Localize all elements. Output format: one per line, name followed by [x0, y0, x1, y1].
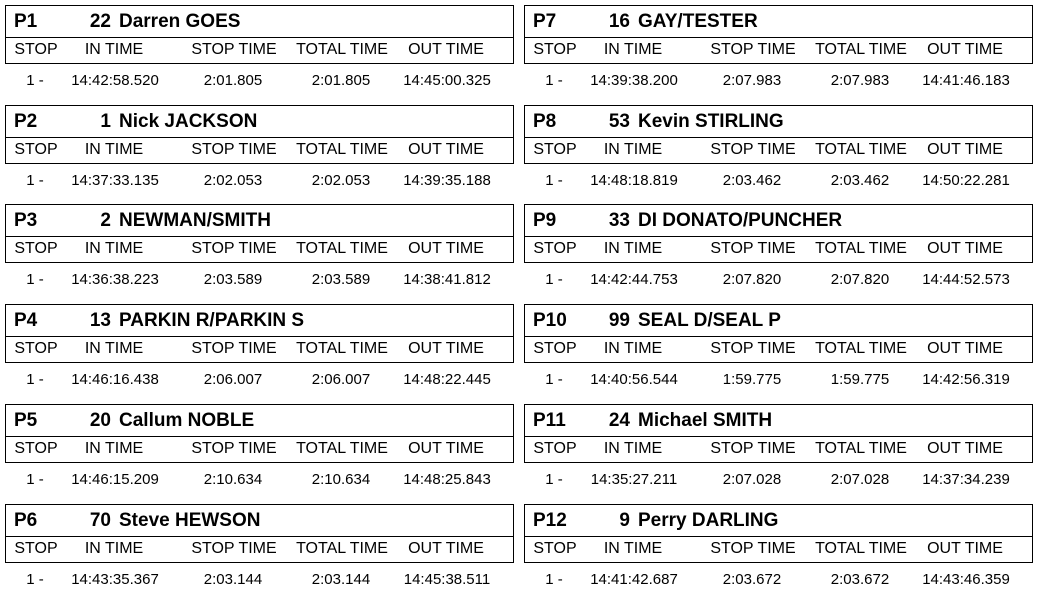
position-label: P10: [533, 310, 567, 331]
card-header: [524, 204, 1033, 237]
column-header-total-time: TOTAL TIME: [815, 540, 907, 557]
pit-stop-card: [5, 504, 514, 595]
column-header-stop-time: STOP TIME: [191, 440, 277, 457]
pit-stop-card: [524, 204, 1033, 295]
driver-name: Kevin STIRLING: [638, 111, 784, 132]
in-time-value: 14:46:15.209: [71, 471, 159, 488]
driver-name: DI DONATO/PUNCHER: [638, 210, 843, 231]
column-header-out-time: OUT TIME: [408, 340, 484, 357]
total-time-value: 2:01.805: [311, 72, 371, 89]
car-number: 1: [100, 111, 111, 132]
pit-stop-card: [5, 404, 514, 495]
position-label: P2: [14, 111, 38, 132]
in-time-value: 14:48:18.819: [590, 172, 678, 189]
column-header-stop: STOP: [14, 340, 58, 357]
stop-time-value: 2:10.634: [203, 471, 263, 488]
card-header: [524, 5, 1033, 38]
stop-time-value: 2:03.672: [722, 571, 782, 588]
card-header: [5, 404, 514, 437]
column-header-out-time: OUT TIME: [408, 440, 484, 457]
column-header-out-time: OUT TIME: [927, 540, 1003, 557]
stop-row: [5, 463, 514, 495]
column-header-out-time: OUT TIME: [927, 240, 1003, 257]
total-time-value: 2:07.820: [830, 271, 890, 288]
out-time-value: 14:44:52.573: [922, 271, 1010, 288]
column-header-stop: STOP: [533, 240, 577, 257]
column-header-out-time: OUT TIME: [408, 141, 484, 158]
column-header-stop-time: STOP TIME: [710, 141, 796, 158]
driver-name: NEWMAN/SMITH: [119, 210, 271, 231]
stop-number: 1 -: [26, 172, 44, 189]
car-number: 99: [608, 310, 630, 331]
column-header-stop-time: STOP TIME: [710, 440, 796, 457]
stop-time-value: 1:59.775: [722, 371, 782, 388]
position-label: P9: [533, 210, 557, 231]
column-header-row: [5, 138, 514, 164]
position-label: P1: [14, 11, 38, 32]
column-header-total-time: TOTAL TIME: [296, 440, 388, 457]
stop-time-value: 2:03.144: [203, 571, 263, 588]
card-header: [5, 105, 514, 138]
pit-stop-card: [5, 5, 514, 96]
stop-number: 1 -: [26, 72, 44, 89]
out-time-value: 14:38:41.812: [403, 271, 491, 288]
card-header: [5, 204, 514, 237]
car-number: 20: [89, 410, 111, 431]
column-header-total-time: TOTAL TIME: [815, 240, 907, 257]
stop-number: 1 -: [26, 471, 44, 488]
total-time-value: 2:03.144: [311, 571, 371, 588]
column-header-out-time: OUT TIME: [408, 240, 484, 257]
position-label: P5: [14, 410, 38, 431]
column-header-in-time: IN TIME: [603, 440, 663, 457]
stop-number: 1 -: [545, 471, 563, 488]
in-time-value: 14:41:42.687: [590, 571, 678, 588]
stop-time-value: 2:03.589: [203, 271, 263, 288]
stop-row: [524, 263, 1033, 295]
in-time-value: 14:43:35.367: [71, 571, 159, 588]
car-number: 70: [89, 510, 111, 531]
column-header-out-time: OUT TIME: [927, 41, 1003, 58]
column-header-total-time: TOTAL TIME: [815, 141, 907, 158]
stop-number: 1 -: [545, 72, 563, 89]
stop-row: [524, 363, 1033, 395]
in-time-value: 14:36:38.223: [71, 271, 159, 288]
column-header-row: [524, 237, 1033, 263]
pit-stop-card: [524, 504, 1033, 595]
stop-row: [5, 563, 514, 595]
stop-row: [524, 64, 1033, 96]
column-header-stop-time: STOP TIME: [191, 41, 277, 58]
column-header-in-time: IN TIME: [84, 540, 144, 557]
column-header-stop: STOP: [533, 41, 577, 58]
pit-stop-card: [524, 404, 1033, 495]
stop-time-value: 2:07.820: [722, 271, 782, 288]
column-header-stop: STOP: [14, 440, 58, 457]
stop-row: [5, 363, 514, 395]
stop-time-value: 2:06.007: [203, 371, 263, 388]
column-header-row: [524, 537, 1033, 563]
driver-name: Perry DARLING: [638, 510, 779, 531]
column-header-stop-time: STOP TIME: [191, 141, 277, 158]
stop-number: 1 -: [26, 371, 44, 388]
column-header-out-time: OUT TIME: [408, 41, 484, 58]
column-header-in-time: IN TIME: [603, 540, 663, 557]
column-header-stop-time: STOP TIME: [710, 240, 796, 257]
column-header-stop: STOP: [14, 240, 58, 257]
column-header-stop: STOP: [533, 141, 577, 158]
total-time-value: 2:07.983: [830, 72, 890, 89]
column-header-total-time: TOTAL TIME: [815, 440, 907, 457]
column-header-stop-time: STOP TIME: [710, 340, 796, 357]
column-header-out-time: OUT TIME: [927, 440, 1003, 457]
out-time-value: 14:37:34.239: [922, 471, 1010, 488]
card-header: [524, 304, 1033, 337]
position-label: P3: [14, 210, 38, 231]
position-label: P11: [533, 410, 566, 431]
card-header: [524, 105, 1033, 138]
column-header-stop-time: STOP TIME: [710, 41, 796, 58]
column-header-in-time: IN TIME: [603, 340, 663, 357]
stop-row: [5, 164, 514, 196]
stop-time-value: 2:01.805: [203, 72, 263, 89]
in-time-value: 14:40:56.544: [590, 371, 678, 388]
driver-name: Darren GOES: [119, 11, 241, 32]
driver-name: Nick JACKSON: [119, 111, 258, 132]
in-time-value: 14:46:16.438: [71, 371, 159, 388]
card-header: [5, 504, 514, 537]
car-number: 22: [89, 11, 111, 32]
out-time-value: 14:41:46.183: [922, 72, 1010, 89]
out-time-value: 14:39:35.188: [403, 172, 491, 189]
column-header-stop: STOP: [533, 440, 577, 457]
position-label: P4: [14, 310, 38, 331]
column-header-in-time: IN TIME: [84, 340, 144, 357]
column-header-total-time: TOTAL TIME: [296, 141, 388, 158]
position-label: P6: [14, 510, 38, 531]
pit-stop-card: [5, 105, 514, 196]
total-time-value: 1:59.775: [830, 371, 890, 388]
total-time-value: 2:03.589: [311, 271, 371, 288]
total-time-value: 2:07.028: [830, 471, 890, 488]
column-header-stop-time: STOP TIME: [191, 340, 277, 357]
column-header-row: [524, 337, 1033, 363]
column-header-row: [524, 38, 1033, 64]
column-header-stop: STOP: [14, 41, 58, 58]
out-time-value: 14:45:00.325: [403, 72, 491, 89]
column-header-in-time: IN TIME: [84, 41, 144, 58]
stop-number: 1 -: [26, 571, 44, 588]
car-number: 24: [608, 410, 630, 431]
total-time-value: 2:06.007: [311, 371, 371, 388]
in-time-value: 14:37:33.135: [71, 172, 159, 189]
stop-number: 1 -: [545, 271, 563, 288]
stop-number: 1 -: [26, 271, 44, 288]
column-header-row: [524, 437, 1033, 463]
total-time-value: 2:10.634: [311, 471, 371, 488]
column-header-row: [5, 237, 514, 263]
column-header-in-time: IN TIME: [603, 141, 663, 158]
column-header-total-time: TOTAL TIME: [296, 540, 388, 557]
column-header-out-time: OUT TIME: [927, 141, 1003, 158]
stop-row: [524, 563, 1033, 595]
column-header-stop-time: STOP TIME: [710, 540, 796, 557]
stop-number: 1 -: [545, 571, 563, 588]
car-number: 16: [608, 11, 630, 32]
column-header-stop-time: STOP TIME: [191, 540, 277, 557]
column-header-in-time: IN TIME: [84, 141, 144, 158]
in-time-value: 14:39:38.200: [590, 72, 678, 89]
column-header-row: [5, 337, 514, 363]
column-header-stop: STOP: [14, 540, 58, 557]
out-time-value: 14:48:25.843: [403, 471, 491, 488]
position-label: P7: [533, 11, 557, 32]
driver-name: Michael SMITH: [638, 410, 773, 431]
column-header-row: [5, 437, 514, 463]
stop-time-value: 2:02.053: [203, 172, 263, 189]
column-header-in-time: IN TIME: [603, 41, 663, 58]
column-header-total-time: TOTAL TIME: [296, 340, 388, 357]
column-header-total-time: TOTAL TIME: [296, 240, 388, 257]
column-header-in-time: IN TIME: [84, 440, 144, 457]
driver-name: SEAL D/SEAL P: [638, 310, 781, 331]
out-time-value: 14:43:46.359: [922, 571, 1010, 588]
pit-stop-card: [5, 204, 514, 295]
card-header: [5, 304, 514, 337]
out-time-value: 14:50:22.281: [922, 172, 1010, 189]
in-time-value: 14:42:44.753: [590, 271, 678, 288]
column-header-total-time: TOTAL TIME: [815, 41, 907, 58]
card-header: [524, 504, 1033, 537]
column-header-stop: STOP: [14, 141, 58, 158]
car-number: 2: [100, 210, 111, 231]
stop-row: [524, 164, 1033, 196]
column-header-in-time: IN TIME: [603, 240, 663, 257]
stop-time-value: 2:03.462: [722, 172, 782, 189]
column-header-stop-time: STOP TIME: [191, 240, 277, 257]
column-header-row: [524, 138, 1033, 164]
stop-time-value: 2:07.983: [722, 72, 782, 89]
position-label: P8: [533, 111, 557, 132]
stop-number: 1 -: [545, 371, 563, 388]
column-header-stop: STOP: [533, 340, 577, 357]
in-time-value: 14:35:27.211: [590, 471, 678, 488]
car-number: 9: [619, 510, 630, 531]
stop-number: 1 -: [545, 172, 563, 189]
out-time-value: 14:42:56.319: [922, 371, 1010, 388]
car-number: 33: [608, 210, 630, 231]
pit-stop-card: [5, 304, 514, 395]
stop-row: [524, 463, 1033, 495]
column-header-out-time: OUT TIME: [408, 540, 484, 557]
driver-name: Callum NOBLE: [119, 410, 255, 431]
driver-name: Steve HEWSON: [119, 510, 261, 531]
card-header: [524, 404, 1033, 437]
column-header-row: [5, 38, 514, 64]
driver-name: PARKIN R/PARKIN S: [119, 310, 305, 331]
car-number: 53: [608, 111, 630, 132]
column-header-stop: STOP: [533, 540, 577, 557]
column-header-total-time: TOTAL TIME: [296, 41, 388, 58]
pit-stop-card: [524, 304, 1033, 395]
column-header-total-time: TOTAL TIME: [815, 340, 907, 357]
stop-time-value: 2:07.028: [722, 471, 782, 488]
stop-row: [5, 263, 514, 295]
total-time-value: 2:03.672: [830, 571, 890, 588]
car-number: 13: [89, 310, 111, 331]
column-header-row: [5, 537, 514, 563]
driver-name: GAY/TESTER: [638, 11, 758, 32]
out-time-value: 14:45:38.511: [403, 571, 491, 588]
pit-stop-card: [524, 105, 1033, 196]
card-header: [5, 5, 514, 38]
column-header-in-time: IN TIME: [84, 240, 144, 257]
stop-row: [5, 64, 514, 96]
pit-stop-card: [524, 5, 1033, 96]
column-header-out-time: OUT TIME: [927, 340, 1003, 357]
total-time-value: 2:02.053: [311, 172, 371, 189]
in-time-value: 14:42:58.520: [71, 72, 159, 89]
position-label: P12: [533, 510, 567, 531]
total-time-value: 2:03.462: [830, 172, 890, 189]
out-time-value: 14:48:22.445: [403, 371, 491, 388]
